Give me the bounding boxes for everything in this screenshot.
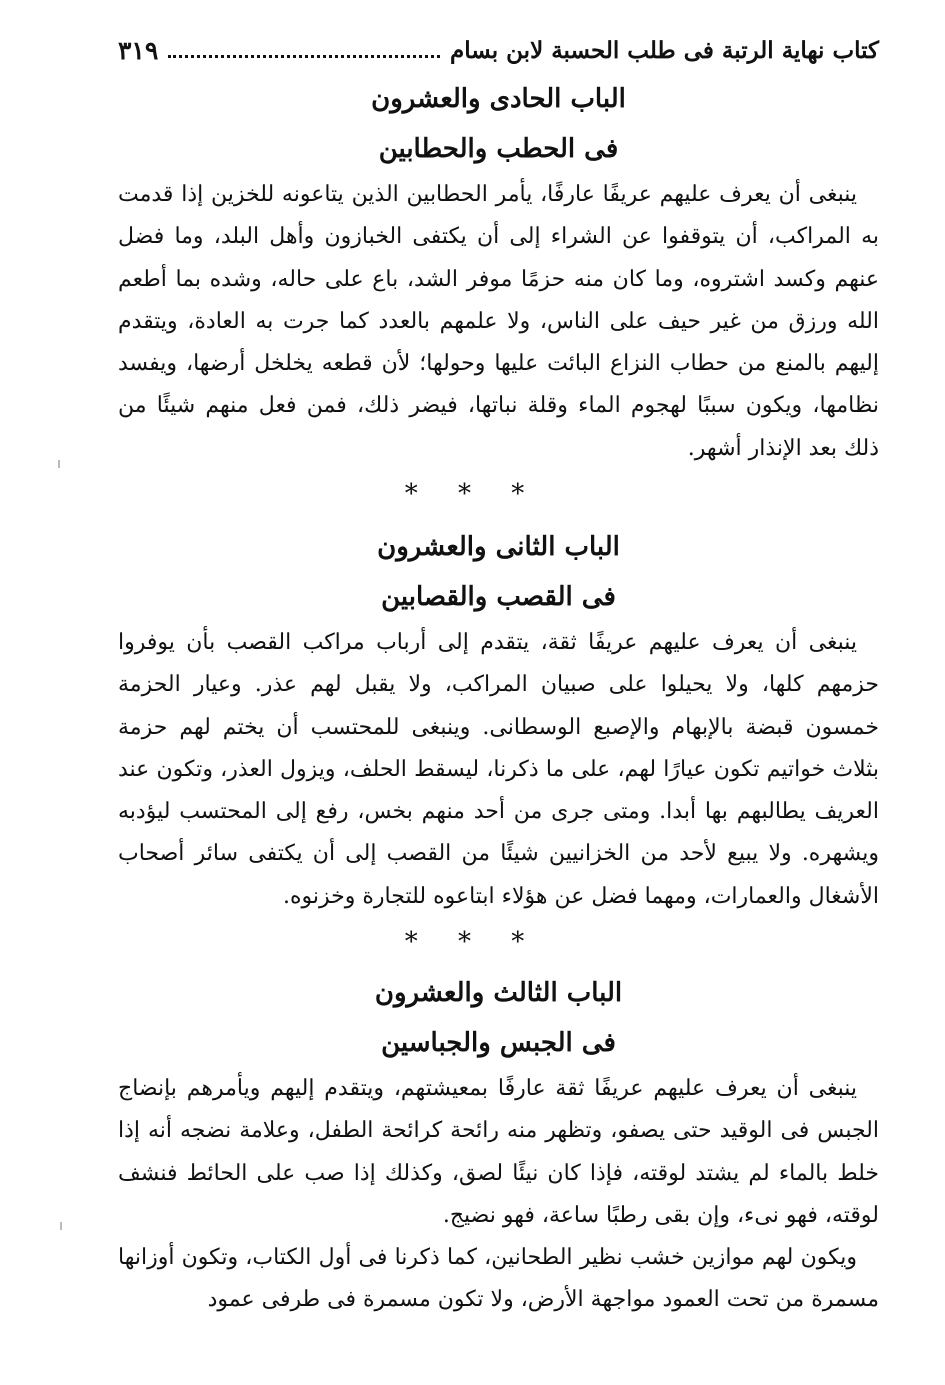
running-header [118, 30, 879, 70]
scan-speck [60, 1222, 62, 1230]
chapter-23 [118, 968, 879, 1322]
chapter-subtitle: فى الحطب والحطابين [378, 134, 619, 164]
chapter-21 [118, 74, 879, 470]
chapter-subtitle: فى القصب والقصابين [381, 582, 616, 612]
paragraph: ينبغى أن يعرف عليهم عريفًا عارفًا، يأمر الحطابين الذين يتاعونه للخزين إذا قدمت به المراكب، أن يتوقفوا عن الشراء إلى أن يكتفى الخبازون وأهل البلد، وما فضل عنهم وكسد اشتروه، وما كان منه حزمًا موفر الشد، باع على حاله، وشده بما أطعم الله ورزق من غير حيف على الناس، ولا علمهم بالعدد كما جرت به العادة، ويتقدم إليهم بالمنع من حطاب النزاع البائت عليها وحولها؛ لأن قطعه يخلخل أرضها، ويفسد نظامها، ويكون سببًا لهجوم الماء وقلة نباتها، فيضر ذلك، فمن فعل منهم شيئًا من ذلك بعد الإنذار أشهر. [118, 182, 879, 461]
dot-leader [168, 55, 440, 58]
page-number: ٣١٩ [118, 35, 159, 65]
scan-speck [58, 460, 60, 468]
paragraph: ويكون لهم موازين خشب نظير الطحانين، كما ذكرنا فى أول الكتاب، وتكون أوزانها مسمرة من تحت العمود مواجهة الأرض، ولا تكون مسمرة فى طرفى عمود [118, 1245, 879, 1313]
paragraph: ينبغى أن يعرف عليهم عريفًا ثقة عارفًا بمعيشتهم، ويتقدم إليهم ويأمرهم بإنضاج الجبس فى الوقيد حتى يصفو، وتظهر منه رائحة كرائحة الطفل، وعلامة نضجه أنه إذا خلط بالماء لم يشتد لوقته، فإذا كان نيئًا لصق، وكذلك إذا صب على الحائط فنشف لوقته، فهو نىء، وإن بقى رطبًا ساعة، فهو نضيج. [118, 1076, 879, 1228]
book-title: كتاب نهاية الرتبة فى طلب الحسبة لابن بسام [449, 36, 879, 64]
chapter-22 [118, 522, 879, 918]
section-separator: * * * [404, 479, 541, 509]
chapter-subtitle: فى الجبس والجباسين [381, 1028, 616, 1058]
chapter-title: الباب الثانى والعشرون [377, 532, 620, 562]
paragraph: ينبغى أن يعرف عليهم عريفًا ثقة، يتقدم إلى أرباب مراكب القصب بأن يوفروا حزمهم كلها، ولا يحيلوا على صبيان المراكب، ولا يقبل لهم عذر. وعيار الحزمة خمسون قبضة بالإبهام والإصبع الوسطانى. وينبغى للمحتسب أن يختم لهم حزمة بثلاث خواتيم تكون عيارًا لهم، على ما ذكرنا، ليسقط الحلف، ويزول العذر، وتكون عند العريف يطالبهم بها أبدا. ومتى جرى من أحد منهم بخس، رفع إلى المحتسب ليؤدبه ويشهره. ولا يبيع لأحد من الخزانيين شيئًا من القصب إلى أن يكتفى سائر أصحاب الأشغال والعمارات، ومهما فضل عن هؤلاء ابتاعوه للتجارة وخزنوه. [118, 630, 879, 909]
chapter-title: الباب الثالث والعشرون [374, 978, 623, 1008]
chapter-title: الباب الحادى والعشرون [371, 84, 626, 114]
section-separator: * * * [404, 927, 541, 957]
